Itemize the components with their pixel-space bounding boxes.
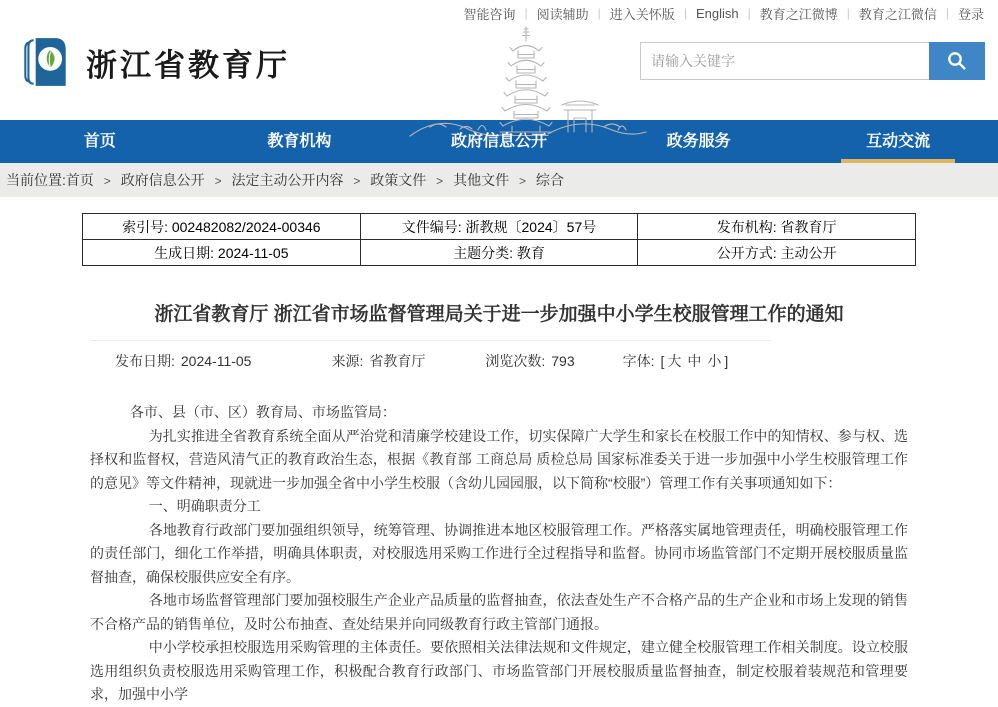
font-size-control xyxy=(620,351,729,371)
link-weibo[interactable]: 教育之江微博 xyxy=(759,6,838,22)
breadcrumb-separator: > xyxy=(518,174,526,188)
publish-date-label: 发布日期: xyxy=(115,353,175,369)
link-wechat[interactable]: 教育之江微信 xyxy=(858,6,937,22)
nav-item-interaction[interactable]: 互动交流 xyxy=(798,120,998,163)
site-name: 浙江省教育厅 xyxy=(86,47,290,83)
nav-item-services[interactable]: 政务服务 xyxy=(666,133,731,150)
article-meta-row xyxy=(90,351,908,371)
link-reading-aid[interactable]: 阅读辅助 xyxy=(536,6,589,22)
search-button[interactable] xyxy=(929,42,985,80)
view-count-label: 浏览次数: xyxy=(485,353,546,369)
breadcrumb-separator: > xyxy=(214,174,222,188)
font-size-label: 字体: xyxy=(622,353,655,369)
site-header xyxy=(0,0,998,120)
doc-topic-category: 主题分类: 教育 xyxy=(360,240,638,266)
paragraph: 中小学校承担校服选用采购管理的主体责任。要依照相关法律法规和文件规定，建立健全校服管理工作相关制度。设立校服选用组织负责校服选用采购管理工作，积极配合教育行政部门、市场监管部门开展校服质量监督抽查，制定校服着装规范和管理要求，加强中小学 xyxy=(90,639,908,702)
site-logo[interactable] xyxy=(16,33,290,91)
link-login[interactable]: 登录 xyxy=(957,6,984,22)
breadcrumb-prefix: 当前位置: xyxy=(6,172,66,188)
doc-file-number: 文件编号: 浙教规〔2024〕57号 xyxy=(360,214,638,240)
divider: | xyxy=(747,6,751,20)
search-input[interactable] xyxy=(640,42,929,80)
breadcrumb-separator: > xyxy=(353,174,361,188)
bracket: [ xyxy=(660,353,665,369)
publish-date xyxy=(115,351,251,371)
table-row xyxy=(83,214,916,240)
nav-item-institutions[interactable]: 教育机构 xyxy=(267,133,332,150)
paragraph: 为扎实推进全省教育系统全面从严治党和清廉学校建设工作，切实保障广大学生和家长在校服工作中的知情权、参与权、选择权和监督权，营造风清气正的教育政治生态，根据《教育部 工商总局 质检总局 国家标准委关于进一步加强中小学生校服管理工作的意见》等文件精神，现就进一步加强全省中小学生校服（含幼儿园园服，以下简称“校服”）管理工作有关事项通知如下： xyxy=(90,427,908,491)
divider: | xyxy=(524,6,528,20)
source-label: 来源: xyxy=(331,353,364,369)
divider: | xyxy=(597,6,601,20)
crumb-info-disclosure[interactable]: 政府信息公开 xyxy=(120,172,205,188)
nav-item-info-disclosure[interactable]: 政府信息公开 xyxy=(450,133,547,150)
divider: | xyxy=(846,6,850,20)
breadcrumb xyxy=(0,163,998,197)
page-title: 浙江省教育厅 浙江省市场监督管理局关于进一步加强中小学生校服管理工作的通知 xyxy=(154,304,844,325)
crumb-policy-documents[interactable]: 政策文件 xyxy=(370,172,427,188)
publish-date-value: 2024-11-05 xyxy=(180,353,252,369)
book-leaf-logo-icon xyxy=(16,33,74,91)
nav-item-home[interactable]: 首页 xyxy=(83,133,116,150)
document-main xyxy=(0,213,998,707)
paragraph: 各地教育行政部门要加强组织领导，统筹管理、协调推进本地区校服管理工作。严格落实属地管理责任，明确校服管理工作的责任部门，细化工作举措，明确具体职责，对校服选用采购工作进行全过程指导和监督。协同市场监管部门不定期开展校服质量监督抽查，确保校服供应安全有序。 xyxy=(90,521,908,585)
view-count xyxy=(485,351,574,371)
divider: | xyxy=(683,6,687,20)
source xyxy=(331,351,425,371)
crumb-comprehensive: 综合 xyxy=(535,172,564,188)
breadcrumb-separator: > xyxy=(436,174,444,188)
divider: | xyxy=(945,6,949,20)
crumb-statutory-disclosure[interactable]: 法定主动公开内容 xyxy=(231,172,344,188)
link-accessible-version[interactable]: 进入关怀版 xyxy=(609,6,675,22)
masthead xyxy=(0,26,998,120)
table-row xyxy=(83,240,916,266)
link-smart-consult[interactable]: 智能咨询 xyxy=(463,6,516,22)
font-size-large-button[interactable]: 大 xyxy=(667,353,682,369)
section-heading: 一、明确职责分工 xyxy=(148,498,261,514)
breadcrumb-separator: > xyxy=(103,174,111,188)
crumb-other-documents[interactable]: 其他文件 xyxy=(453,172,510,188)
paragraph-salutation: 各市、县（市、区）教育局、市场监管局： xyxy=(129,404,396,420)
font-size-medium-button[interactable]: 中 xyxy=(687,353,702,369)
search-bar xyxy=(640,42,985,80)
view-count-value: 793 xyxy=(551,353,575,369)
utility-bar xyxy=(0,0,998,26)
crumb-home[interactable]: 首页 xyxy=(65,172,94,188)
article-body xyxy=(90,401,908,707)
doc-index-number: 索引号: 002482082/2024-00346 xyxy=(83,214,361,240)
doc-creation-date: 生成日期: 2024-11-05 xyxy=(83,240,361,266)
doc-disclosure-method: 公开方式: 主动公开 xyxy=(638,240,916,266)
doc-issuing-agency: 发布机构: 省教育厅 xyxy=(638,214,916,240)
main-nav xyxy=(0,120,998,163)
font-size-small-button[interactable]: 小 xyxy=(707,353,722,369)
paragraph: 各地市场监督管理部门要加强校服生产企业产品质量的监督抽查，依法查处生产不合格产品的生产企业和市场上发现的销售不合格产品的销售单位，及时公布抽查、查处结果并向同级教育行政主管部门通报。 xyxy=(90,592,908,632)
bracket: ] xyxy=(724,353,729,369)
source-value: 省教育厅 xyxy=(369,353,426,369)
doc-meta-table xyxy=(82,213,916,266)
link-english[interactable]: English xyxy=(695,5,739,21)
title-divider xyxy=(90,340,770,341)
search-icon xyxy=(946,50,968,72)
